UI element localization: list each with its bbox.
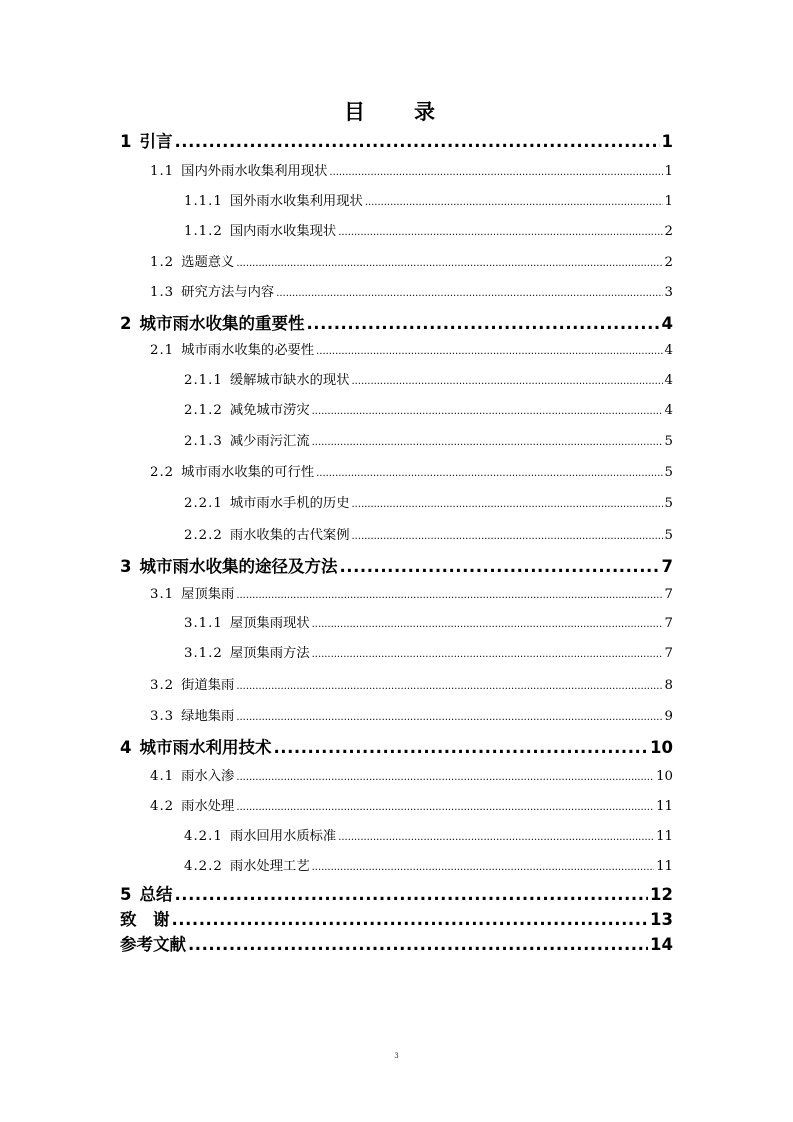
toc-entry-page: 5 — [664, 496, 673, 511]
toc-entry-page: 11 — [656, 829, 673, 844]
toc-entry[interactable] — [184, 825, 673, 845]
toc-entry-page: 5 — [664, 528, 673, 543]
toc-entry-label: 缓解城市缺水的现状 — [229, 373, 350, 388]
dot-leader — [352, 376, 663, 387]
dot-leader — [312, 437, 663, 448]
dot-leader — [338, 227, 662, 238]
toc-entry-number: 1 — [120, 132, 132, 151]
toc-entry[interactable] — [184, 190, 673, 210]
toc-entry-label: 城市雨水收集的重要性 — [139, 314, 305, 333]
toc-entry-label: 国外雨水收集利用现状 — [229, 194, 363, 209]
toc-entry-label: 引言 — [139, 132, 173, 151]
toc-entry[interactable] — [150, 339, 673, 359]
dot-leader — [365, 197, 663, 208]
toc-entry[interactable] — [150, 705, 673, 725]
dot-leader — [236, 681, 662, 692]
dot-leader — [236, 590, 662, 601]
toc-entry-page: 10 — [656, 769, 673, 784]
toc-entry-number: 3.1.1 — [184, 616, 223, 631]
toc-entry-number: 1.1 — [150, 164, 175, 179]
toc-entry[interactable] — [184, 430, 673, 450]
dot-leader — [273, 738, 648, 757]
toc-entry-page: 13 — [650, 910, 673, 929]
toc-entry[interactable] — [150, 583, 673, 603]
toc-entry-number: 4.2 — [150, 799, 175, 814]
dot-leader — [236, 712, 662, 723]
dot-leader — [339, 557, 659, 576]
toc-entry[interactable] — [120, 906, 673, 930]
toc-entry-page: 14 — [650, 935, 673, 954]
toc-entry[interactable] — [184, 492, 673, 512]
toc-entry[interactable] — [120, 310, 673, 334]
toc-entry[interactable] — [184, 855, 673, 875]
dot-leader — [306, 314, 659, 333]
toc-entry-label: 雨水处理 — [181, 799, 235, 814]
toc-entry[interactable] — [150, 160, 673, 180]
toc-entry[interactable] — [184, 524, 673, 544]
toc-entry-label: 雨水收集的古代案例 — [229, 528, 350, 543]
toc-entry-number: 4.2.2 — [184, 859, 223, 874]
toc-entry-label: 城市雨水收集的途径及方法 — [139, 557, 338, 576]
toc-entry-number: 2.1.3 — [184, 434, 223, 449]
toc-entry-number: 4 — [120, 738, 132, 757]
toc-title: 目 录 — [344, 99, 449, 124]
toc-entry-number: 3.3 — [150, 709, 175, 724]
toc-entry-page: 12 — [650, 885, 673, 904]
toc-entry-label: 雨水入渗 — [181, 769, 235, 784]
toc-entry[interactable] — [150, 281, 673, 301]
toc-entry-label: 绿地集雨 — [181, 709, 235, 724]
toc-entry-page: 2 — [664, 255, 673, 270]
toc-entry[interactable] — [120, 128, 673, 152]
toc-entry[interactable] — [150, 795, 673, 815]
toc-entry[interactable] — [120, 881, 673, 905]
toc-entry-page: 11 — [656, 859, 673, 874]
toc-entry-number: 3.1.2 — [184, 646, 223, 661]
toc-entry-page: 10 — [650, 738, 673, 757]
toc-entry-number: 3 — [120, 557, 132, 576]
dot-leader — [312, 649, 663, 660]
toc-entry-label: 街道集雨 — [181, 678, 235, 693]
toc-entry-number: 1.2 — [150, 255, 175, 270]
dot-leader — [172, 910, 649, 929]
toc-entry[interactable] — [184, 612, 673, 632]
dot-leader — [316, 468, 662, 479]
dot-leader — [188, 935, 648, 954]
toc-entry-page: 3 — [664, 285, 673, 300]
toc-entry-page: 4 — [661, 314, 673, 333]
toc-entry[interactable] — [120, 931, 673, 955]
toc-entry[interactable] — [184, 220, 673, 240]
toc-entry-number: 2.1.1 — [184, 373, 223, 388]
toc-entry[interactable] — [150, 461, 673, 481]
toc-entry-page: 2 — [664, 224, 673, 239]
dot-leader — [236, 802, 654, 813]
toc-entry-label: 参考文献 — [120, 935, 186, 954]
toc-entry[interactable] — [150, 251, 673, 271]
toc-entry-page: 1 — [661, 132, 673, 151]
dot-leader — [236, 258, 662, 269]
dot-leader — [316, 346, 662, 357]
toc-entry-page: 5 — [664, 434, 673, 449]
toc-entry[interactable] — [184, 642, 673, 662]
toc-entry-page: 1 — [664, 164, 673, 179]
toc-entry-page: 8 — [664, 678, 673, 693]
dot-leader — [312, 406, 663, 417]
toc-entry-label: 屋顶集雨现状 — [229, 616, 310, 631]
toc-entry[interactable] — [184, 369, 673, 389]
toc-entry-number: 3.1 — [150, 587, 175, 602]
dot-leader — [174, 885, 648, 904]
toc-entry-label: 选题意义 — [181, 255, 235, 270]
toc-entry-label: 减免城市涝灾 — [229, 403, 310, 418]
toc-entry[interactable] — [150, 674, 673, 694]
toc-entry-page: 7 — [664, 616, 673, 631]
footer-page-number: 3 — [394, 1052, 399, 1060]
toc-entry[interactable] — [120, 734, 673, 758]
toc-entry-page: 7 — [661, 557, 673, 576]
toc-entry-number: 4.2.1 — [184, 829, 223, 844]
dot-leader — [312, 862, 654, 873]
toc-entry-label: 雨水回用水质标准 — [229, 829, 337, 844]
toc-entry-number: 2.2.1 — [184, 496, 223, 511]
toc-entry-label: 城市雨水手机的历史 — [229, 496, 350, 511]
dot-leader — [276, 288, 662, 299]
toc-entry-label: 屋顶集雨 — [181, 587, 235, 602]
toc-entry-number: 5 — [120, 885, 132, 904]
toc-entry-number: 3.2 — [150, 678, 175, 693]
toc-entry[interactable] — [184, 399, 673, 419]
toc-entry-page: 4 — [664, 403, 673, 418]
toc-entry-page: 7 — [664, 646, 673, 661]
toc-entry-number: 1.1.1 — [184, 194, 223, 209]
toc-entry-label: 屋顶集雨方法 — [229, 646, 310, 661]
toc-entry[interactable] — [150, 765, 673, 785]
toc-entry-label: 国内雨水收集现状 — [229, 224, 337, 239]
toc-entry-label: 城市雨水收集的可行性 — [181, 465, 315, 480]
toc-entry-number: 2.1 — [150, 343, 175, 358]
toc-entry-number: 2.1.2 — [184, 403, 223, 418]
toc-entry-label: 总结 — [139, 885, 173, 904]
toc-entry-number: 4.1 — [150, 769, 175, 784]
toc-entry-label: 致 谢 — [120, 910, 170, 929]
toc-entry-number: 1.3 — [150, 285, 175, 300]
dot-leader — [338, 832, 654, 843]
toc-entry-label: 雨水处理工艺 — [229, 859, 310, 874]
toc-entry-page: 11 — [656, 799, 673, 814]
dot-leader — [174, 132, 659, 151]
toc-entry-label: 研究方法与内容 — [181, 285, 275, 300]
toc-entry[interactable] — [120, 553, 673, 577]
toc-entry-number: 1.1.2 — [184, 224, 223, 239]
toc-entry-number: 2.2.2 — [184, 528, 223, 543]
dot-leader — [236, 772, 654, 783]
toc-entry-page: 4 — [664, 373, 673, 388]
dot-leader — [352, 531, 663, 542]
toc-entry-label: 城市雨水利用技术 — [139, 738, 272, 757]
toc-entry-page: 1 — [664, 194, 673, 209]
toc-entry-label: 减少雨污汇流 — [229, 434, 310, 449]
dot-leader — [329, 167, 662, 178]
toc-entry-page: 7 — [664, 587, 673, 602]
dot-leader — [352, 499, 663, 510]
toc-entry-label: 国内外雨水收集利用现状 — [181, 164, 328, 179]
toc-entry-number: 2 — [120, 314, 132, 333]
toc-entry-page: 5 — [664, 465, 673, 480]
dot-leader — [312, 619, 663, 630]
toc-entry-page: 4 — [664, 343, 673, 358]
toc-entry-number: 2.2 — [150, 465, 175, 480]
toc-entry-page: 9 — [664, 709, 673, 724]
toc-entry-label: 城市雨水收集的必要性 — [181, 343, 315, 358]
